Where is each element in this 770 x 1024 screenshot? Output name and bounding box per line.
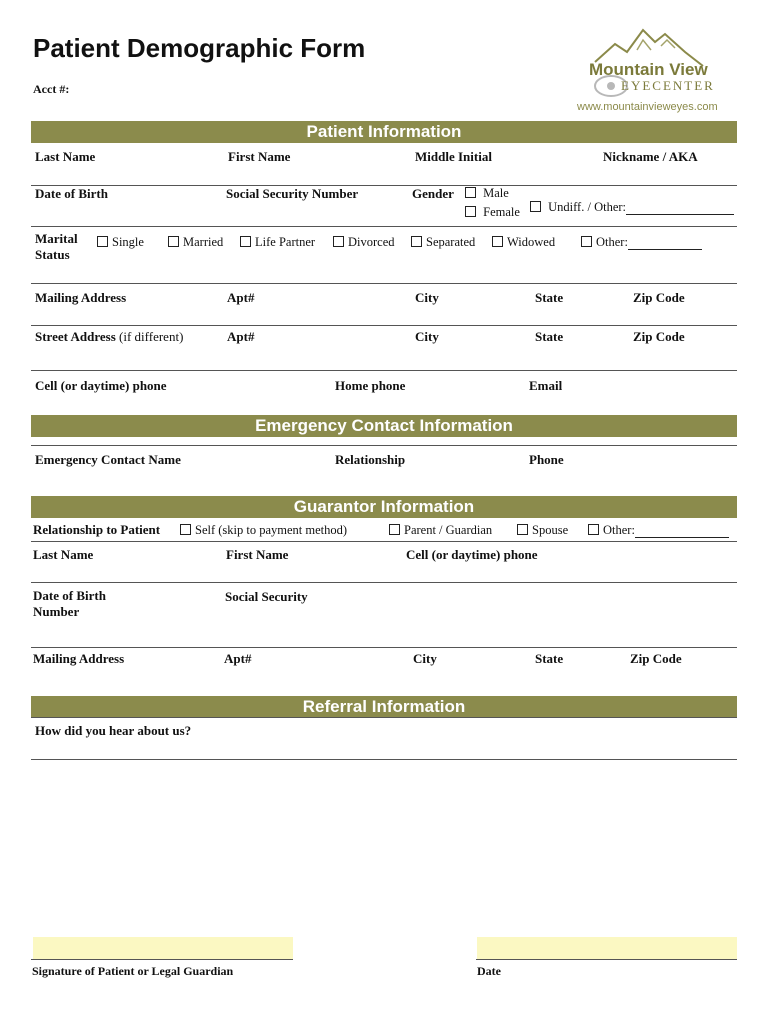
logo-subname: EYECENTER xyxy=(621,78,715,93)
guarantor-first-name-label: First Name xyxy=(226,547,289,562)
checkbox-icon xyxy=(530,201,541,212)
page-title: Patient Demographic Form xyxy=(33,33,366,63)
field-line[interactable] xyxy=(31,717,737,718)
marital-separated-checkbox[interactable]: Separated xyxy=(411,235,475,250)
gender-label: Gender xyxy=(412,186,454,201)
referral-answer-line[interactable] xyxy=(31,759,737,760)
city-label: City xyxy=(415,329,439,344)
field-line[interactable] xyxy=(31,185,737,186)
marital-single-checkbox[interactable]: Single xyxy=(97,235,144,250)
gender-other-checkbox[interactable]: Undiff. / Other: xyxy=(530,200,734,215)
street-address-label: Street Address (if different) xyxy=(35,329,184,344)
guarantor-ssn-label: Social Security xyxy=(225,589,308,604)
state-label: State xyxy=(535,290,564,305)
checkbox-icon xyxy=(465,206,476,217)
logo-name: Mountain View xyxy=(589,60,708,79)
field-line[interactable] xyxy=(31,541,737,542)
date-label: Date xyxy=(477,964,501,978)
gender-male-checkbox[interactable]: Male xyxy=(465,186,509,201)
guarantor-self-checkbox[interactable]: Self (skip to payment method) xyxy=(180,523,347,538)
ssn-label: Social Security Number xyxy=(226,186,359,201)
apt-label: Apt# xyxy=(227,290,255,305)
field-line[interactable] xyxy=(31,325,737,326)
referral-question-label: How did you hear about us? xyxy=(35,723,192,738)
marital-widowed-checkbox[interactable]: Widowed xyxy=(492,235,555,250)
checkbox-icon xyxy=(97,236,108,247)
guarantor-apt-label: Apt# xyxy=(224,651,252,666)
checkbox-icon xyxy=(465,187,476,198)
checkbox-icon xyxy=(588,524,599,535)
marital-life-partner-checkbox[interactable]: Life Partner xyxy=(240,235,315,250)
mailing-address-label: Mailing Address xyxy=(35,290,127,305)
phone-label: Phone xyxy=(529,452,564,467)
first-name-label: First Name xyxy=(228,149,291,164)
cell-phone-label: Cell (or daytime) phone xyxy=(35,378,167,393)
checkbox-icon xyxy=(240,236,251,247)
gender-female-checkbox[interactable]: Female xyxy=(465,205,520,220)
date-field[interactable] xyxy=(477,937,737,959)
guarantor-city-label: City xyxy=(413,651,437,666)
field-line[interactable] xyxy=(31,582,737,583)
date-line xyxy=(476,959,737,960)
field-line[interactable] xyxy=(31,370,737,371)
relationship-to-patient-label: Relationship to Patient xyxy=(33,522,161,537)
field-line[interactable] xyxy=(31,445,737,446)
website-link[interactable]: www.mountainvieweyes.com xyxy=(577,101,718,113)
referral-section-header: Referral Information xyxy=(31,696,737,718)
guarantor-mailing-label: Mailing Address xyxy=(33,651,125,666)
guarantor-spouse-checkbox[interactable]: Spouse xyxy=(517,523,568,538)
checkbox-icon xyxy=(581,236,592,247)
checkbox-icon xyxy=(389,524,400,535)
zip-label: Zip Code xyxy=(633,329,685,344)
middle-initial-label: Middle Initial xyxy=(415,149,492,164)
marital-other-checkbox[interactable]: Other: xyxy=(581,235,702,250)
signature-line xyxy=(31,959,293,960)
guarantor-zip-label: Zip Code xyxy=(630,651,682,666)
nickname-label: Nickname / AKA xyxy=(603,149,698,164)
dob-label: Date of Birth xyxy=(35,186,108,201)
home-phone-label: Home phone xyxy=(335,378,406,393)
checkbox-icon xyxy=(180,524,191,535)
checkbox-icon xyxy=(168,236,179,247)
relationship-label: Relationship xyxy=(335,452,406,467)
email-label: Email xyxy=(529,378,563,393)
emergency-section-header: Emergency Contact Information xyxy=(31,415,737,437)
other-blank[interactable] xyxy=(628,249,702,250)
state-label: State xyxy=(535,329,564,344)
field-line[interactable] xyxy=(31,647,737,648)
field-line[interactable] xyxy=(31,226,737,227)
checkbox-icon xyxy=(517,524,528,535)
guarantor-last-name-label: Last Name xyxy=(33,547,94,562)
checkbox-icon xyxy=(492,236,503,247)
patient-section-header: Patient Information xyxy=(31,121,737,143)
other-blank[interactable] xyxy=(626,214,734,215)
guarantor-parent-checkbox[interactable]: Parent / Guardian xyxy=(389,523,492,538)
guarantor-dob-label: Date of Birth Number xyxy=(33,588,106,619)
guarantor-section-header: Guarantor Information xyxy=(31,496,737,518)
last-name-label: Last Name xyxy=(35,149,96,164)
checkbox-icon xyxy=(411,236,422,247)
field-line[interactable] xyxy=(31,283,737,284)
marital-divorced-checkbox[interactable]: Divorced xyxy=(333,235,395,250)
guarantor-other-checkbox[interactable]: Other: xyxy=(588,523,729,538)
checkbox-icon xyxy=(333,236,344,247)
acct-label: Acct #: xyxy=(33,82,70,96)
other-blank[interactable] xyxy=(635,537,729,538)
signature-field[interactable] xyxy=(33,937,293,959)
marital-status-label: Marital Status xyxy=(35,231,78,262)
apt-label: Apt# xyxy=(227,329,255,344)
marital-married-checkbox[interactable]: Married xyxy=(168,235,223,250)
zip-label: Zip Code xyxy=(633,290,685,305)
city-label: City xyxy=(415,290,439,305)
guarantor-state-label: State xyxy=(535,651,564,666)
signature-label: Signature of Patient or Legal Guardian xyxy=(32,964,234,978)
guarantor-cell-label: Cell (or daytime) phone xyxy=(406,547,538,562)
emergency-name-label: Emergency Contact Name xyxy=(35,452,181,467)
